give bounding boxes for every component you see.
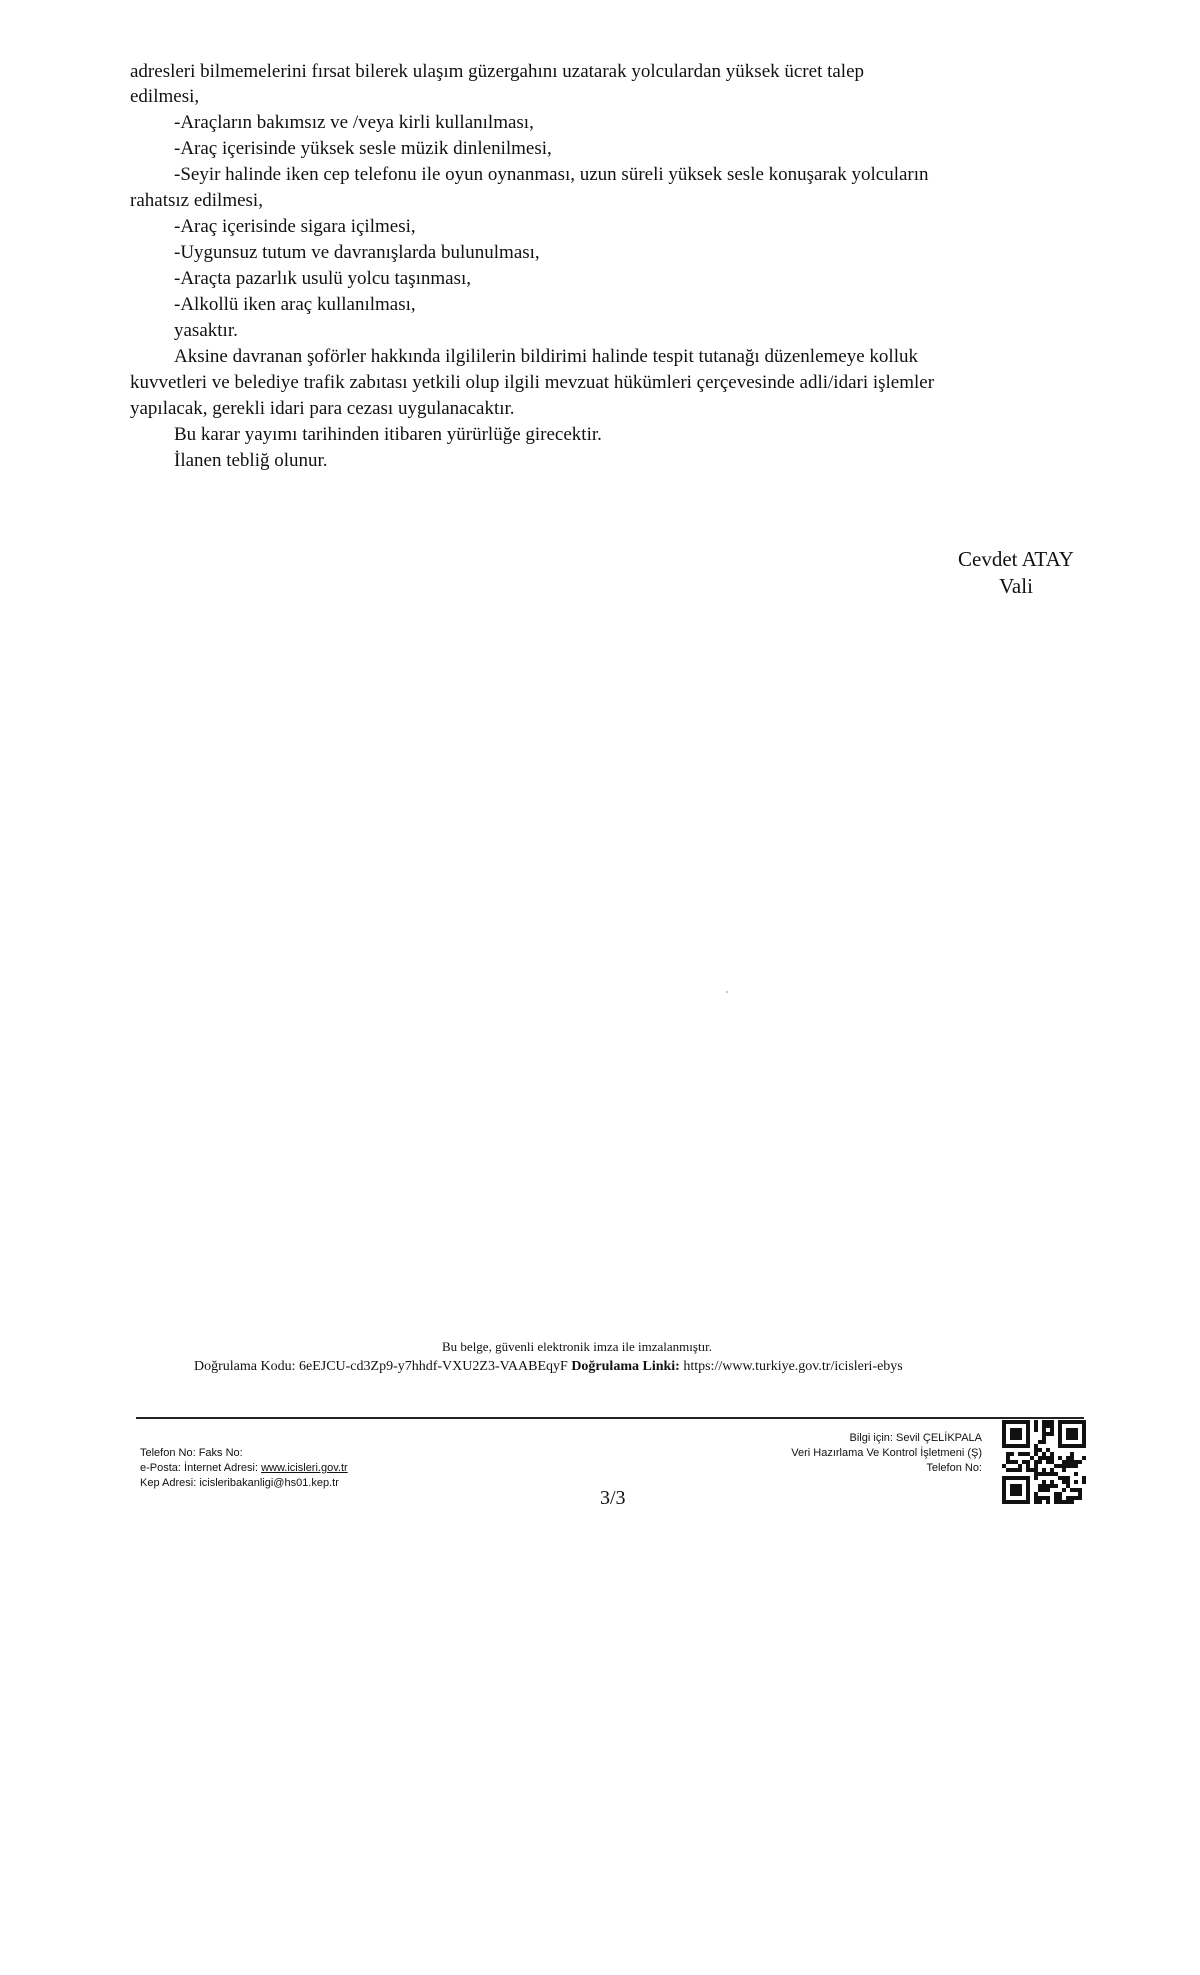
qr-module [1034, 1500, 1038, 1504]
qr-module [1078, 1460, 1082, 1464]
list-item: -Uygunsuz tutum ve davranışlarda bulunulması, [174, 242, 540, 263]
qr-module [1066, 1460, 1070, 1464]
qr-module [1054, 1464, 1058, 1468]
qr-module [1074, 1464, 1078, 1468]
qr-module [1046, 1460, 1050, 1464]
qr-module [1038, 1460, 1042, 1464]
qr-module [1078, 1496, 1082, 1500]
qr-module [1010, 1452, 1014, 1456]
qr-module [1070, 1500, 1074, 1504]
qr-module [1006, 1468, 1010, 1472]
qr-module [1038, 1488, 1042, 1492]
qr-module [1002, 1464, 1006, 1468]
qr-module [1078, 1488, 1082, 1492]
qr-module [1034, 1444, 1038, 1448]
qr-module [1050, 1452, 1054, 1456]
qr-module [1042, 1480, 1046, 1484]
qr-module [1050, 1472, 1054, 1476]
qr-module [1066, 1476, 1070, 1480]
qr-module [1058, 1476, 1062, 1480]
esign-notice: Bu belge, güvenli elektronik imza ile imzalanmıştır. [442, 1339, 713, 1354]
qr-module [1050, 1456, 1054, 1460]
qr-module [1062, 1460, 1066, 1464]
verification-line [194, 1359, 903, 1375]
qr-module [1010, 1468, 1014, 1472]
qr-module [1042, 1440, 1046, 1444]
qr-module [1066, 1484, 1070, 1488]
qr-module [1078, 1492, 1082, 1496]
qr-module [1010, 1428, 1022, 1440]
body-line: yapılacak, gerekli idari para cezası uygulanacaktır. [130, 398, 515, 419]
qr-module [1042, 1484, 1046, 1488]
qr-module [1026, 1464, 1030, 1468]
qr-module [1006, 1456, 1010, 1460]
qr-module [1034, 1424, 1038, 1428]
qr-module [1066, 1428, 1078, 1440]
qr-module [1082, 1476, 1086, 1480]
qr-module [1070, 1452, 1074, 1456]
qr-module [1058, 1492, 1062, 1496]
footer-website-link[interactable]: www.icisleri.gov.tr [261, 1462, 348, 1474]
body-line: yasaktır. [174, 320, 238, 341]
footer-kep: Kep Adresi: icisleribakanligi@hs01.kep.tr [140, 1477, 339, 1489]
qr-module [1070, 1464, 1074, 1468]
qr-module [1046, 1420, 1050, 1424]
verification-link-label: Doğrulama Linki: [571, 1359, 680, 1374]
qr-module [1066, 1496, 1070, 1500]
qr-module [1062, 1500, 1066, 1504]
qr-module [1042, 1436, 1046, 1440]
qr-module [1062, 1464, 1066, 1468]
qr-module [1050, 1432, 1054, 1436]
qr-module [1050, 1428, 1054, 1432]
qr-module [1050, 1480, 1054, 1484]
qr-module [1062, 1468, 1066, 1472]
qr-module [1042, 1424, 1046, 1428]
qr-module [1066, 1464, 1070, 1468]
body-line: kuvvetleri ve belediye trafik zabıtası yetkili olup ilgili mevzuat hükümleri çerçevesinde adli/idari işlemler [130, 372, 935, 393]
footer-contact-person: Bilgi için: Sevil ÇELİKPALA [849, 1432, 982, 1444]
footer-department: Veri Hazırlama Ve Kontrol İşletmeni (Ş) [791, 1447, 982, 1459]
qr-module [1042, 1496, 1046, 1500]
qr-module [1074, 1488, 1078, 1492]
qr-module [1054, 1496, 1058, 1500]
qr-module [1046, 1496, 1050, 1500]
qr-module [1082, 1456, 1086, 1460]
qr-module [1042, 1468, 1046, 1472]
qr-module [1018, 1468, 1022, 1472]
qr-module [1038, 1456, 1042, 1460]
qr-code [1002, 1420, 1086, 1504]
qr-module [1042, 1420, 1046, 1424]
body-line: adresleri bilmemelerini fırsat bilerek ulaşım güzergahını uzatarak yolculardan yüksek ücret talep [130, 61, 865, 82]
qr-module [1034, 1428, 1038, 1432]
qr-module [1034, 1468, 1038, 1472]
footer-phone: Telefon No: [926, 1462, 982, 1474]
qr-module [1054, 1500, 1058, 1504]
qr-module [1010, 1460, 1014, 1464]
scan-speck [726, 991, 728, 993]
qr-module [1046, 1432, 1050, 1436]
qr-module [1022, 1452, 1026, 1456]
footer-email-label: e-Posta: İnternet Adresi: [140, 1462, 259, 1474]
page-number: 3/3 [600, 1487, 626, 1509]
qr-module [1082, 1480, 1086, 1484]
qr-module [1054, 1492, 1058, 1496]
qr-module [1006, 1460, 1010, 1464]
qr-module [1050, 1484, 1054, 1488]
qr-module [1062, 1480, 1066, 1484]
qr-module [1018, 1452, 1022, 1456]
body-line: Aksine davranan şoförler hakkında ilgililerin bildirimi halinde tespit tutanağı düzenlemeye kolluk [174, 346, 918, 367]
qr-module [1018, 1464, 1022, 1468]
qr-module [1062, 1476, 1066, 1480]
qr-module [1038, 1440, 1042, 1444]
qr-module [1026, 1452, 1030, 1456]
qr-module [1034, 1496, 1038, 1500]
qr-module [1058, 1500, 1062, 1504]
footer-email-web [140, 1461, 348, 1476]
qr-module [1046, 1472, 1050, 1476]
body-line: Bu karar yayımı tarihinden itibaren yürürlüğe girecektir. [174, 424, 602, 445]
qr-module [1010, 1484, 1022, 1496]
qr-module [1058, 1496, 1062, 1500]
qr-module [1038, 1472, 1042, 1476]
qr-module [1038, 1500, 1042, 1504]
footer-phone-fax: Telefon No: Faks No: [140, 1447, 243, 1459]
qr-module [1042, 1488, 1046, 1492]
list-item: -Seyir halinde iken cep telefonu ile oyun oynanması, uzun süreli yüksek sesle konuşarak yolcuların [174, 164, 929, 185]
qr-module [1070, 1488, 1074, 1492]
qr-module [1022, 1460, 1026, 1464]
qr-module [1050, 1460, 1054, 1464]
list-item: -Alkollü iken araç kullanılması, [174, 294, 416, 315]
verification-link[interactable]: https://www.turkiye.gov.tr/icisleri-ebys [683, 1359, 903, 1374]
qr-module [1046, 1456, 1050, 1460]
qr-module [1050, 1420, 1054, 1424]
qr-module [1046, 1488, 1050, 1492]
qr-module [1070, 1460, 1074, 1464]
qr-module [1014, 1460, 1018, 1464]
qr-module [1038, 1496, 1042, 1500]
qr-module [1074, 1496, 1078, 1500]
qr-module [1034, 1460, 1038, 1464]
qr-module [1034, 1492, 1038, 1496]
qr-module [1050, 1424, 1054, 1428]
qr-module [1062, 1488, 1066, 1492]
list-item: -Araçta pazarlık usulü yolcu taşınması, [174, 268, 472, 289]
qr-module [1050, 1468, 1054, 1472]
qr-module [1042, 1452, 1046, 1456]
list-item: -Araç içerisinde sigara içilmesi, [174, 216, 416, 237]
qr-module [1014, 1468, 1018, 1472]
qr-module [1058, 1456, 1062, 1460]
qr-module [1066, 1500, 1070, 1504]
body-line: İlanen tebliğ olunur. [174, 450, 328, 471]
signatory-name: Cevdet ATAY [958, 547, 1074, 571]
qr-module [1042, 1472, 1046, 1476]
qr-module [1030, 1468, 1034, 1472]
qr-module [1038, 1484, 1042, 1488]
qr-module [1058, 1464, 1062, 1468]
qr-module [1006, 1452, 1010, 1456]
qr-module [1074, 1472, 1078, 1476]
qr-module [1026, 1468, 1030, 1472]
qr-module [1034, 1464, 1038, 1468]
qr-module [1070, 1456, 1074, 1460]
list-item: -Araç içerisinde yüksek sesle müzik dinlenilmesi, [174, 138, 552, 159]
signatory-title: Vali [999, 574, 1033, 598]
qr-module [1046, 1484, 1050, 1488]
qr-module [1074, 1460, 1078, 1464]
qr-module [1046, 1448, 1050, 1452]
list-item: -Araçların bakımsız ve /veya kirli kullanılması, [174, 112, 534, 133]
qr-module [1066, 1480, 1070, 1484]
body-line: rahatsız edilmesi, [130, 190, 263, 211]
verification-code: 6eEJCU-cd3Zp9-y7hhdf-VXU2Z3-VAABEqyF [298, 1359, 568, 1374]
qr-module [1038, 1448, 1042, 1452]
qr-module [1030, 1456, 1034, 1460]
qr-module [1042, 1428, 1046, 1432]
qr-module [1042, 1456, 1046, 1460]
qr-module [1070, 1496, 1074, 1500]
qr-module [1034, 1448, 1038, 1452]
qr-module [1074, 1480, 1078, 1484]
qr-module [1046, 1500, 1050, 1504]
qr-module [1026, 1460, 1030, 1464]
qr-module [1034, 1472, 1038, 1476]
qr-module [1042, 1432, 1046, 1436]
qr-module [1034, 1452, 1038, 1456]
qr-module [1034, 1420, 1038, 1424]
body-line: edilmesi, [130, 86, 200, 107]
qr-module [1034, 1476, 1038, 1480]
qr-module [1054, 1472, 1058, 1476]
verification-code-label: Doğrulama Kodu: [194, 1359, 296, 1374]
footer-divider [136, 1417, 1084, 1419]
qr-module [1066, 1456, 1070, 1460]
qr-module [1054, 1484, 1058, 1488]
qr-module [1046, 1424, 1050, 1428]
